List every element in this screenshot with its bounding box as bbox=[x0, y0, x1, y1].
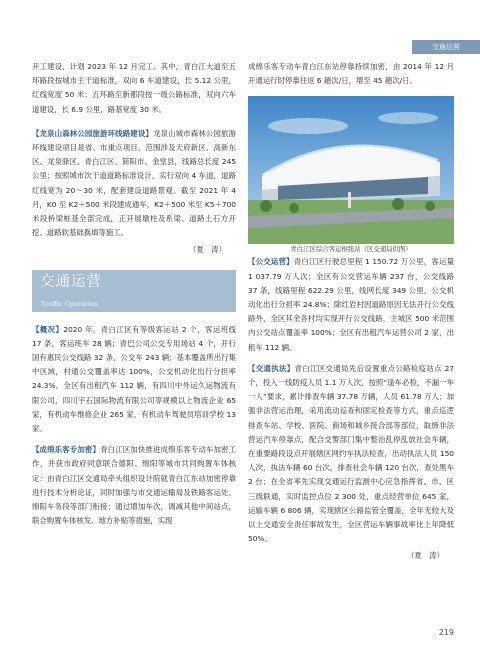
photo-caption: 青白江区综合客运枢纽站（区交通局供图） bbox=[290, 245, 412, 254]
paragraph-bus-body: 青白江区行驶总里程 1 150.72 万公里，客运量 1 037.79 万人次；全区有公交营运车辆 237 台，公交线路 37 条，线路里程 622.29 公里，线网长度 349 公里，公交机动化出行分担率 24.8%；除红岩村因道路原因无法开行公交线路外，全区其余各村均实现开行公交线路，主城区 500 米范围内公交站点覆盖率 100%；全区有出租汽车运营公司 2 家，出租车 112 辆。 bbox=[248, 257, 454, 352]
section-tag-overview: 【概况】 bbox=[32, 324, 64, 334]
paragraph-high-speed-rail bbox=[32, 443, 236, 528]
paragraph-rail-continued: 成绵乐客专动车青白江东站停靠持续加密，由 2014 年 12 月开通运行时停靠往返 6 趟次/日，增至 45 趟次/日。 bbox=[248, 62, 454, 86]
paragraph-longquan bbox=[32, 127, 236, 241]
author-credit: （夏 涛） bbox=[189, 245, 226, 255]
section-tab: 交通运营 bbox=[412, 40, 480, 54]
paragraph-overview-body: 2020 年，青白江区有等级客运站 2 个，客运班线 17 条，客运班车 28 辆；青巴公司公交专用场站 4 个，开行国有惠民公交线路 32 条，公交车 243 辆；基本覆盖所出行集中区域，村通公交覆盖率达 100%，公交机动化出行分担率 24.3%。全区有出租汽车 112 辆，有四川中外运久运物流有限公司，四川宇石国际物流有限公司等规模以上物流企业 65 家，有机动车维修企业 265 家，有机动车驾驶员培训学校 13 家。 bbox=[32, 324, 236, 434]
author-credit-right: （夏 涛） bbox=[407, 551, 444, 561]
station-photo bbox=[248, 96, 454, 244]
paragraph-overview bbox=[32, 323, 236, 437]
right-column bbox=[248, 60, 454, 564]
station-image bbox=[248, 96, 454, 244]
paragraph-rail-body: 青白江区加快推进成绵乐客专动车加密工作，并获市政府同意联合德阳、绵阳等城市共同购置车体核定：由青白江区交通局牵头组织设计院就青白江东站加密停靠进行技术分析论证，同时加强与市交通运输局及铁路客运处、绵阳车务段等部门衔接；通过增加车次，调减其他中间站点，联合购置车体核发、地方补贴等措施，实现 bbox=[32, 445, 236, 526]
paragraph-enforcement-body: 青白江区交通局先后设置重点公路检疫站点 27 个，投入一线防疫人员 1.1 万人次，按照“逢车必检，不漏一车一人”要求，累计排查车辆 37.78 万辆，人员 61.78 万人；加强非法营运治理，采用流动巡查和固定检查等方式，重点巡逻排查车站、学校、医院、商场和城乡接合部等部位，取缔非法营运汽车停靠点，配合交警部门集中整治乱停乱放社会车辆，在重要路段设点开展辖区网约车执法检查，出动执法人员 150 人次，执法车辆 60 台次，排查社会车辆 120 台次，查处黑车 2 台；在全省率先实现交通运行监测中心应急指挥省、市、区三级联通，实时监控点位 2 300 处，重点经营单位 645 家，运输车辆 6 806 辆，实现辖区公路监管全覆盖，全年无较大及以上交通安全责任事故发生，全区营运车辆事故率比上年降低 50%。 bbox=[248, 363, 454, 544]
section-banner bbox=[32, 270, 236, 312]
banner-title: 交通运营 bbox=[40, 273, 102, 290]
paragraph-road-construction: 开工建设，计划 2023 年 12 月完工。其中，青白江大道至五环路段按城市主干道标准，双向 6 车道建设，长 5.12 公里，红线宽度 50 米；五环路至新都段按一级公路标准，双向六车道建设，长 6.9 公里，路基宽度 30 米。 bbox=[32, 62, 236, 114]
page-number: 219 bbox=[438, 628, 454, 637]
paragraph-enforcement bbox=[248, 362, 454, 547]
section-tag-bus: 【公交运营】 bbox=[248, 257, 294, 267]
paragraph-bus-operation bbox=[248, 255, 454, 354]
section-tag-enforcement: 【交通执法】 bbox=[248, 363, 295, 373]
paragraph-longquan-body: 龙泉山城市森林公园旅游环线建设项目是省、市重点项目，范围涉及天府新区、高新东区、龙泉驿区、青白江区、简阳市、金堂县，线路总长度 245 公里；按照城市次干道道路标准设计，实行双向 4 车道，道路红线宽为 20～30 米，配套建设道路景观。截至 2021 年 4 月，K0 至 K2＋500 米段建成通车，K2＋500 米至 K5＋700 米段桥梁桩基全部完成，正开展墩柱及系梁、道路土石方开挖、道路软基础换填等施工。 bbox=[32, 128, 236, 238]
section-tag-longquan: 【龙泉山森林公园旅游环线路建设】 bbox=[32, 128, 153, 138]
banner-subtitle: Traffic Operation bbox=[41, 299, 98, 308]
left-column bbox=[32, 60, 236, 528]
section-tag-rail: 【成绵乐客专加密】 bbox=[32, 445, 101, 455]
